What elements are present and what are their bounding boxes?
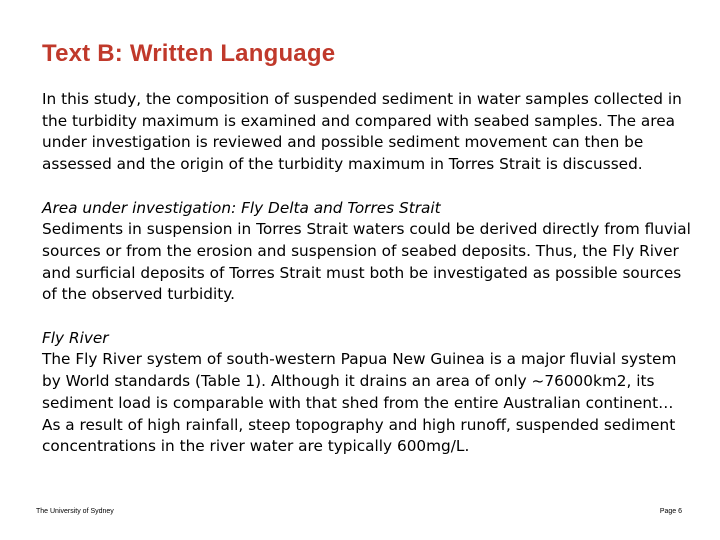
intro-paragraph: In this study, the composition of suspended sediment in water samples collected in the turbidity maximum is examined and compared with seabed samples. The area under investigation is reviewed and possible sediment movement can then be assessed and the origin of the turbidity maximum in Torres Strait is discussed. <box>42 90 682 174</box>
spacer <box>42 176 692 198</box>
area-heading: Area under investigation: Fly Delta and Torres Strait <box>42 198 441 217</box>
fly-river-paragraph: The Fly River system of south-western Papua New Guinea is a major fluvial system by World standards (Table 1). Although it drains an area of only ~76000km2, its sediment load is comparable with that shed from the entire Australian continent… As a result of high rainfall, steep topography and high runoff, suspended sediment concentrations in the river water are typically 600mg/L. <box>42 350 677 456</box>
fly-river-heading: Fly River <box>42 328 109 347</box>
page-title: Text B: Written Language <box>42 40 336 67</box>
page-number: Page 6 <box>659 508 682 515</box>
footer-university: The University of Sydney <box>36 508 114 515</box>
body-text <box>42 89 692 458</box>
spacer <box>42 306 692 328</box>
area-paragraph: Sediments in suspension in Torres Strait waters could be derived directly from fluvial sources or from the erosion and suspension of seabed deposits. Thus, the Fly River and surficial deposits of Torres Strait must both be investigated as possible sources of the observed turbidity. <box>42 220 691 304</box>
